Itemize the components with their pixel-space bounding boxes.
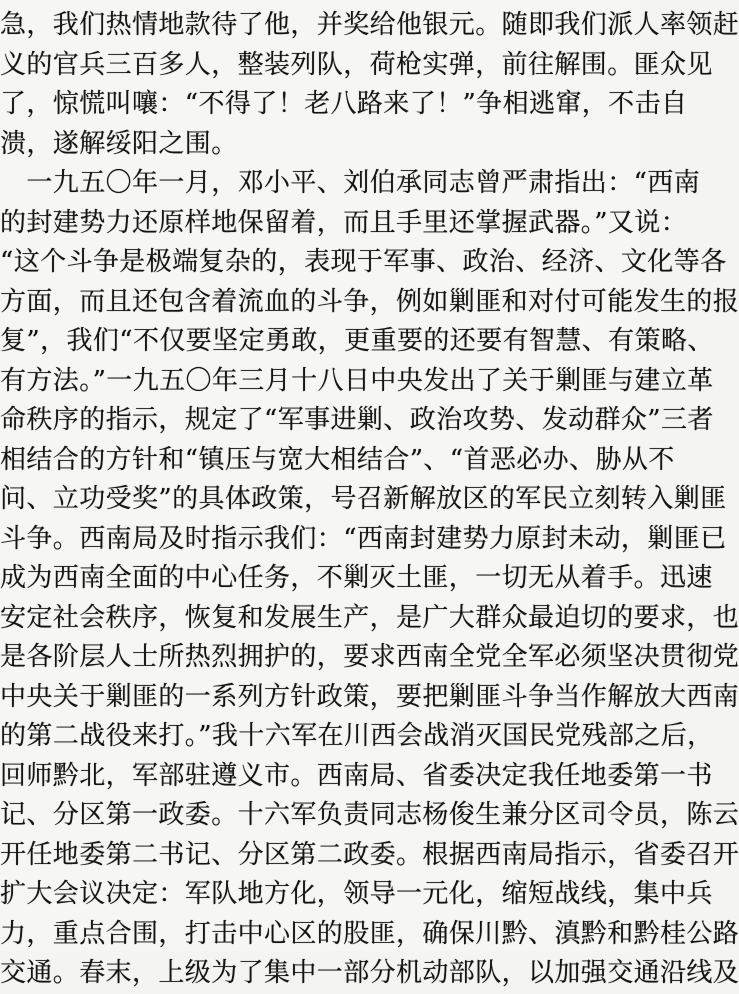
text-line: 相结合的方针和“镇压与宽大相结合”、“首恶必办、胁从不	[0, 444, 675, 475]
text-line: 记、分区第一政委。十六军负责同志杨俊生兼分区司令员，陈云	[0, 800, 739, 830]
text-line: 复”，我们“不仅要坚定勇敢，更重要的还要有智慧、有策略、	[0, 326, 714, 356]
text-line: 开任地委第二书记、分区第二政委。根据西南局指示，省委召开	[0, 839, 739, 870]
text-line: 回师黔北，军部驻遵义市。西南局、省委决定我任地委第一书	[0, 760, 713, 791]
text-line: 成为西南全面的中心任务，不剿灭土匪，一切无从着手。迅速	[0, 563, 713, 593]
body-text	[0, 6, 739, 994]
text-line: 有方法。”一九五〇年三月十八日中央发出了关于剿匪与建立革	[0, 365, 714, 396]
text-line: 了，惊慌叫嚷：“不得了！老八路来了！”争相逃窜，不击自	[0, 89, 688, 119]
text-line: 溃，遂解绥阳之围。	[0, 128, 238, 159]
text-line: 方面，而且还包含着流血的斗争，例如剿匪和对付可能发生的报	[0, 286, 739, 317]
text-line: 力，重点合围，打击中心区的股匪，确保川黔、滇黔和黔桂公路	[0, 918, 739, 949]
text-line: 命秩序的指示，规定了“军事进剿、政治攻势、发动群众”三者	[0, 405, 714, 435]
text-line: 中央关于剿匪的一系列方针政策，要把剿匪斗争当作解放大西南	[0, 681, 739, 712]
text-line: 的第二战役来打。”我十六军在川西会战消灭国民党残部之后，	[0, 721, 714, 751]
paragraph-start-line: 一九五〇年一月，邓小平、刘伯承同志曾严肃指出：“西南	[0, 168, 701, 198]
text-line: 问、立功受奖”的具体政策，号召新解放区的军民立刻转入剿匪	[0, 484, 727, 514]
text-line: 交通。春末，上级为了集中一部分机动部队，以加强交通沿线及	[0, 958, 739, 988]
text-line: “这个斗争是极端复杂的，表现于军事、政治、经济、文化等各	[0, 247, 727, 277]
text-line: 是各阶层人士所热烈拥护的，要求西南全党全军必须坚决贯彻党	[0, 642, 739, 672]
text-line: 斗争。西南局及时指示我们：“西南封建势力原封未动，剿匪已	[0, 523, 727, 554]
text-line: 急，我们热情地款待了他，并奖给他银元。随即我们派人率领赶	[0, 10, 739, 40]
text-line: 的封建势力还原样地保留着，而且手里还掌握武器。”又说：	[0, 207, 688, 238]
text-line: 扩大会议决定：军队地方化，领导一元化，缩短战线，集中兵	[0, 879, 713, 909]
text-line: 义的官兵三百多人，整装列队，荷枪实弹，前往解围。匪众见	[0, 49, 713, 80]
text-line: 安定社会秩序，恢复和发展生产，是广大群众最迫切的要求，也	[0, 602, 739, 633]
